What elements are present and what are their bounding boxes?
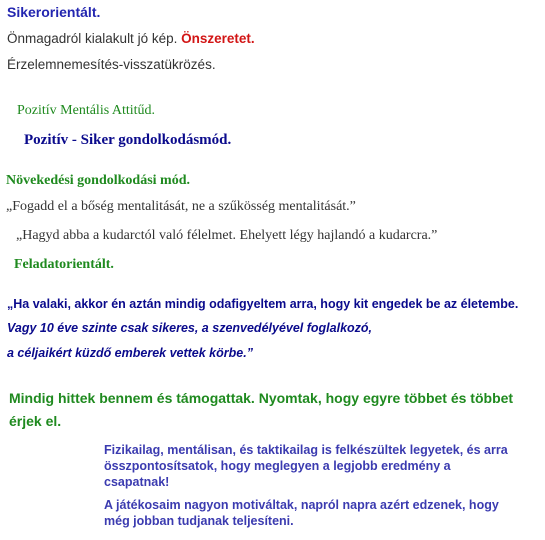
support-line-1: Mindig hittek bennem és támogattak. Nyomtak, hogy egyre többet és többet: [9, 390, 514, 406]
support-line-2: érjek el.: [9, 413, 62, 429]
paragraph-1-line-1: Fizikailag, mentálisan, és taktikailag is felkészültek legyetek, és arra: [104, 443, 508, 457]
task-oriented-line: Feladatorientált.: [14, 257, 114, 272]
self-image-text: Önmagadról kialakult jó kép.: [7, 31, 178, 46]
abundance-quote: „Fogadd el a bőség mentalitását, ne a szűkösség mentalitását.”: [6, 199, 356, 214]
quote-line-1: „Ha valaki, akkor én aztán mindig odafigyeltem arra, hogy kit engedek be az életembe.: [7, 297, 519, 311]
self-image-line: [7, 31, 255, 46]
growth-mindset-line: Növekedési gondolkodási mód.: [6, 173, 190, 188]
quote-line-2: Vagy 10 éve szinte csak sikeres, a szenvedélyével foglalkozó,: [7, 321, 373, 335]
paragraph-1-line-2: összpontosítsatok, hogy meglegyen a legjobb eredmény a: [104, 459, 451, 473]
paragraph-1-line-3: csapatnak!: [104, 475, 170, 489]
pma-line: Pozitív Mentális Attitűd.: [17, 103, 156, 118]
failure-quote: „Hagyd abba a kudarctól való félelmet. Ehelyett légy hajlandó a kudarcra.”: [16, 228, 438, 243]
paragraph-2-line-2: még jobban tudjanak teljesíteni.: [104, 514, 294, 528]
self-love-text: Önszeretet.: [181, 31, 255, 46]
positive-mindset-line: Pozitív - Siker gondolkodásmód.: [24, 132, 232, 148]
quote-line-3: a céljaikért küzdő emberek vettek körbe.”: [7, 346, 253, 360]
paragraph-2-line-1: A játékosaim nagyon motiváltak, napról napra azért edzenek, hogy: [104, 498, 499, 512]
emotion-line: Érzelemnemesítés-visszatükrözés.: [7, 57, 216, 72]
heading-sikerorientalt: Sikerorientált.: [7, 4, 101, 20]
